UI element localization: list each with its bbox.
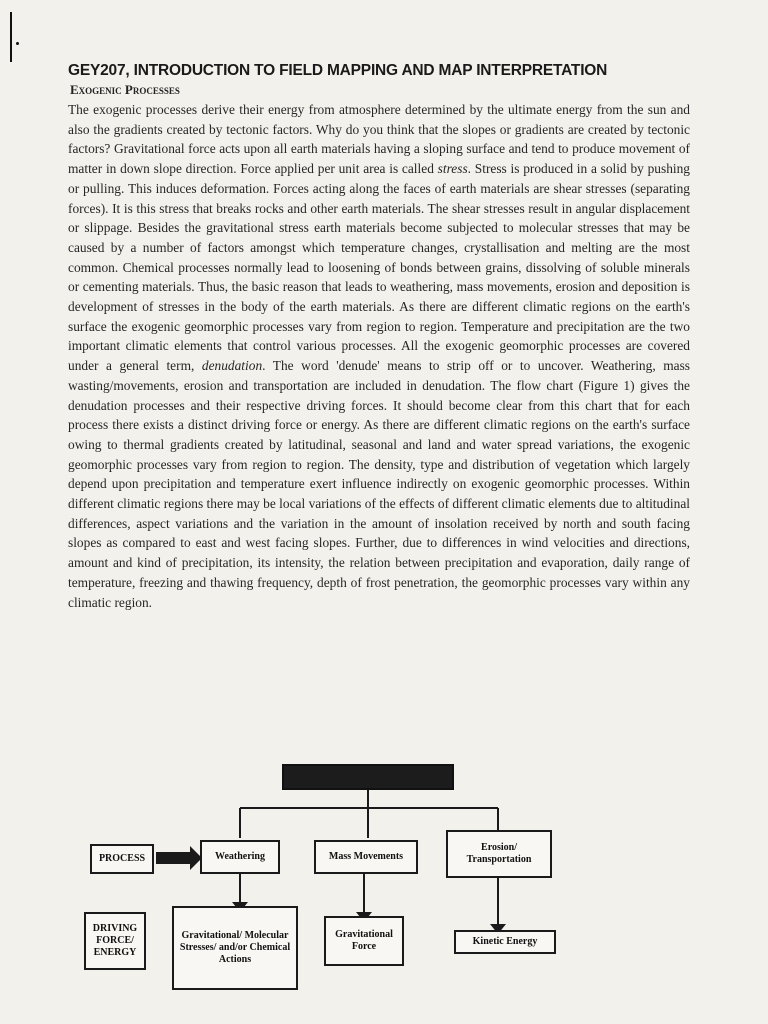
page-edge-mark xyxy=(10,12,12,62)
paragraph-text-part-1: The exogenic processes derive their energy from atmosphere determined by the ultimate energy from the sun and also the gradients created by tectonic factors. Why do you think that the slopes or gradients are created by tectonic factors? Gravitational force acts upon all earth materials having a sloping surface and tend to produce movement of matter in down slope direction. Force applied per unit area is called xyxy=(68,102,690,177)
process-arrow-icon xyxy=(156,846,202,870)
paragraph-italic-term-stress: stress xyxy=(437,161,468,177)
driving-force-label-box: DRIVING FORCE/ ENERGY xyxy=(84,912,146,970)
mass-movements-box: Mass Movements xyxy=(314,840,418,874)
arrow-weathering-icon xyxy=(232,902,248,912)
document-body xyxy=(68,62,690,612)
arrow-erosion-icon xyxy=(490,924,506,934)
section-heading: Exogenic Processes xyxy=(70,82,180,97)
weathering-box: Weathering xyxy=(200,840,280,874)
erosion-transportation-box: Erosion/ Transportation xyxy=(446,830,552,878)
kinetic-energy-box: Kinetic Energy xyxy=(454,930,556,954)
paragraph-italic-term-denudation: denudation xyxy=(201,358,263,374)
flow-chart-title-bar xyxy=(282,764,454,790)
paragraph-text-part-3: . The word 'denude' means to strip off or to uncover. Weathering, mass wasting/movements, erosion and transportation are included in denudation. The flow chart (Figure 1) gives the denudation processes and their respective driving forces. It should become clear from this chart that for each process there exists a distinct driving force or energy. As there are different climatic regions on the earth's surface owing to thermal gradients created by latitudinal, seasonal and land and water spread variations, the exogenic geomorphic processes vary from region to region. The density, type and distribution of vegetation which largely depend upon precipitation and temperature exert influence indirectly on exogenic geomorphic processes. Within different climatic regions there may be local variations of the effects of different climatic elements due to altitudinal differences, aspect variations and the variation in the amount of insolation received by north and south facing slopes as compared to east and west facing slopes. Further, due to differences in wind velocities and directions, amount and kind of precipitation, its intensity, the relation between precipitation and evaporation, daily range of temperature, freezing and thawing frequency, depth of frost penetration, the geomorphic processes vary within any climatic region. xyxy=(68,358,690,610)
body-paragraph xyxy=(68,100,690,612)
process-label-box: PROCESS xyxy=(90,844,154,874)
gravitational-molecular-box: Gravitational/ Molecular Stresses/ and/or Chemical Actions xyxy=(172,906,298,990)
document-title: GEY207, INTRODUCTION TO FIELD MAPPING AND MAP INTERPRETATION xyxy=(68,62,608,79)
arrow-mass-movements-icon xyxy=(356,912,372,922)
page-edge-dot xyxy=(16,42,19,45)
gravitational-force-box: Gravitational Force xyxy=(324,916,404,966)
paragraph-text-part-2: . Stress is produced in a solid by pushing or pulling. This induces deformation. Forces acting along the faces of earth materials are shear stresses (separating forces). It is this stress that breaks rocks and other earth materials. The shear stresses result in angular displacement or slippage. Besides the gravitational stress earth materials become subjected to molecular stresses that may be caused by a number of factors amongst which temperature changes, crystallisation and melting are the most common. Chemical processes normally lead to loosening of bonds between grains, dissolving of soluble minerals or cementing materials. Thus, the basic reason that leads to weathering, mass movements, erosion and deposition is development of stresses in the body of the earth materials. As there are different climatic regions on the earth's surface the exogenic geomorphic processes vary from region to region. Temperature and precipitation are the two important climatic elements that control various processes. All the exogenic geomorphic processes are covered under a general term, xyxy=(68,161,690,374)
